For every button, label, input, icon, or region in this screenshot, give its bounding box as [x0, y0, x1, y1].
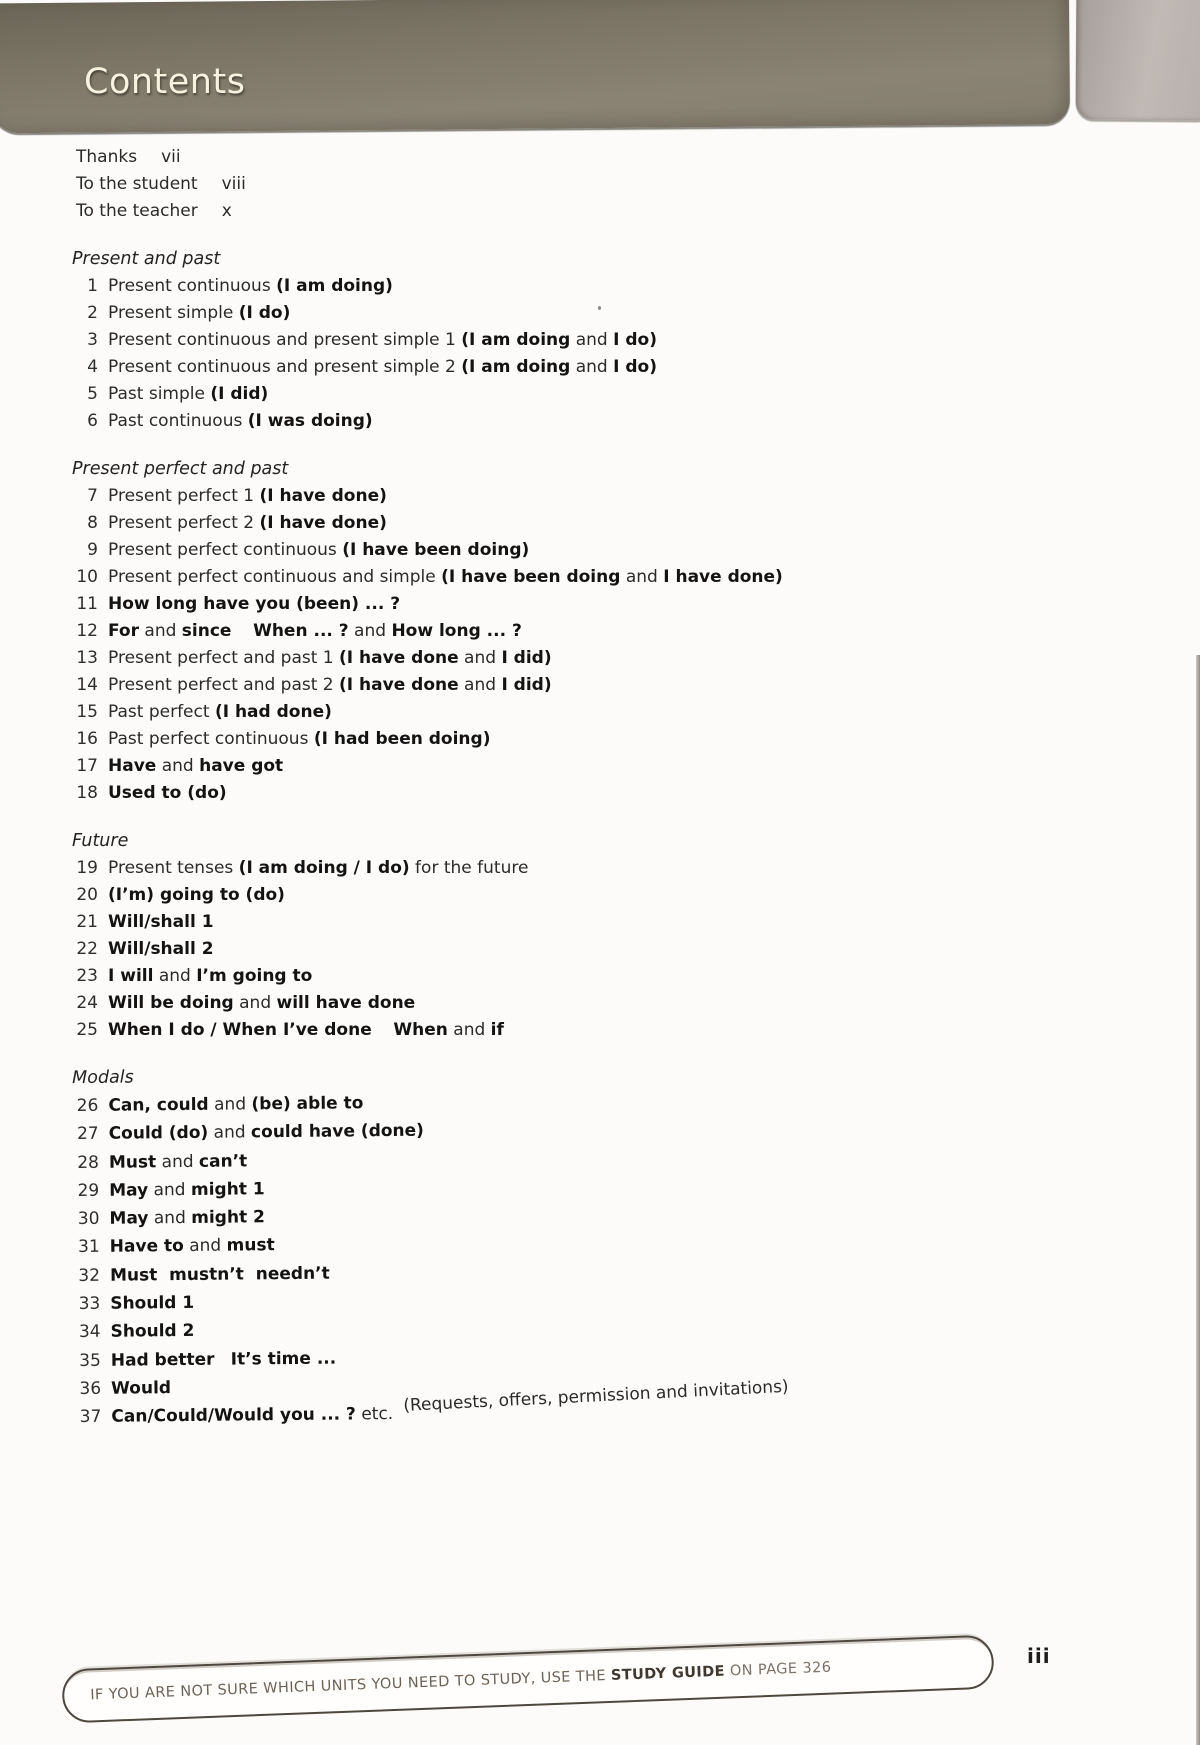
toc-unit-number: 25: [76, 1020, 98, 1040]
toc-text-run: and: [148, 1179, 192, 1201]
footer-note-study-guide: STUDY GUIDE: [610, 1663, 726, 1684]
toc-row: [0, 483, 1085, 510]
toc-sections: [0, 246, 1085, 1432]
toc-text-run: Had better: [110, 1349, 215, 1371]
toc-row: [0, 273, 1085, 300]
toc-row: [0, 408, 1085, 435]
toc-text-run: might 2: [191, 1207, 266, 1229]
toc-unit-title: [109, 1175, 265, 1205]
front-matter-label: To the student: [76, 174, 198, 194]
toc-row: [0, 537, 1085, 564]
toc-row: [0, 963, 1085, 990]
toc-row: [0, 381, 1085, 408]
toc-unit-number: 32: [78, 1265, 101, 1286]
toc-text-run: (I did): [210, 384, 269, 404]
toc-text-run: (I had done): [214, 702, 332, 722]
toc-unit-title: [108, 780, 227, 807]
toc-text-run: Must: [108, 1151, 157, 1173]
toc-text-run: Can, could: [108, 1094, 209, 1116]
toc-text-run: and: [148, 1208, 192, 1229]
toc-unit-title: [108, 726, 490, 753]
toc-unit-number: 27: [76, 1124, 99, 1145]
toc-text-run: (I have been doing: [441, 567, 621, 587]
toc-text-run: and: [156, 1151, 200, 1172]
toc-text-run: Used to (do): [108, 783, 227, 803]
toc-unit-title: [111, 1377, 789, 1431]
toc-row: [0, 990, 1085, 1017]
toc-unit-title: [111, 1344, 337, 1374]
toc-unit-title: [110, 1289, 194, 1318]
toc-text-run: Present tenses: [108, 858, 239, 878]
toc-section: [0, 456, 1085, 807]
toc-row: [0, 780, 1085, 807]
toc-section-heading: Modals: [72, 1067, 134, 1089]
toc-unit-title: [111, 1374, 171, 1403]
toc-text-run: Past continuous: [108, 411, 248, 431]
toc-text-run: must: [226, 1235, 275, 1257]
toc-text-run: Should 1: [110, 1292, 195, 1314]
toc-row: [0, 327, 1085, 354]
toc-row: [0, 699, 1085, 726]
toc-unit-title: [108, 408, 373, 435]
toc-text-run: and: [208, 1094, 252, 1115]
toc-row: [0, 591, 1085, 618]
toc-text-run: (I am doing: [461, 330, 571, 350]
toc-text-run: I did): [501, 675, 552, 695]
toc-unit-title: [108, 510, 387, 537]
toc-text-run: and: [570, 330, 614, 350]
toc-unit-title: [108, 882, 285, 909]
toc-text-run: (I have done: [339, 648, 459, 668]
toc-text-run: and: [208, 1122, 252, 1144]
toc-text-run: (I do): [238, 303, 291, 323]
toc-unit-number: 34: [78, 1322, 101, 1343]
toc-text-run: and: [447, 1020, 491, 1040]
toc-unit-title: [108, 990, 415, 1017]
toc-unit-title: [108, 354, 657, 381]
toc-text-run: etc.: [355, 1404, 405, 1425]
toc-text-run: Would: [111, 1378, 172, 1399]
toc-row: [0, 882, 1085, 909]
footer-note-prefix: IF YOU ARE NOT SURE WHICH UNITS YOU NEED TO STUDY, USE THE: [90, 1667, 612, 1704]
toc-unit-number: 21: [76, 912, 98, 932]
toc-text-run: Should 2: [110, 1321, 195, 1343]
toc-text-run: Will/shall 1: [108, 912, 214, 932]
toc-text-run: Present perfect 1: [108, 486, 260, 506]
toc-section-heading: Future: [72, 831, 129, 851]
toc-text-run: (I have done: [339, 675, 459, 695]
footer-note: [61, 1635, 994, 1724]
page-edge-line: [1196, 655, 1200, 1745]
toc-text-run: and: [620, 567, 664, 587]
toc-text-run: (I’m) going to (do): [108, 885, 285, 905]
toc-row: [0, 672, 1085, 699]
toc-text-run: It’s time ...: [230, 1348, 337, 1370]
toc-unit-title: [108, 672, 552, 699]
toc-text-run: Present perfect 2: [108, 513, 260, 533]
toc-unit-number: 4: [87, 357, 98, 377]
toc-text-run: Present perfect continuous: [108, 540, 343, 560]
toc-text-run: I do): [613, 357, 657, 377]
toc-text-run: Past simple: [108, 384, 211, 404]
toc-text-run: How long have you (been) ... ?: [108, 594, 401, 614]
front-matter-label: Thanks: [76, 147, 138, 167]
toc-text-run: Have: [108, 756, 157, 776]
toc-text-run: Could (do): [108, 1123, 209, 1145]
toc-unit-number: 3: [87, 330, 98, 350]
toc-text-run: and: [139, 621, 182, 641]
toc-text-run: since: [181, 621, 232, 641]
toc-text-run: (I am doing / I do): [238, 858, 410, 878]
toc-unit-number: 37: [79, 1407, 102, 1428]
toc-text-run: I will: [108, 966, 154, 986]
toc-row: [0, 354, 1085, 381]
toc-unit-title: [108, 327, 657, 354]
toc-row: [0, 726, 1085, 753]
toc-unit-number: 30: [77, 1209, 100, 1230]
toc-text-run: might 1: [190, 1179, 265, 1200]
toc-unit-title: [108, 618, 522, 645]
toc-section: [0, 828, 1085, 1044]
toc-unit-title: [110, 1259, 330, 1289]
toc-unit-number: 15: [76, 702, 98, 722]
toc-unit-number: 36: [79, 1378, 102, 1399]
toc-text-run: Present continuous and present simple 1: [108, 330, 462, 350]
front-matter-row: [76, 198, 1085, 225]
toc-text-run: May: [109, 1180, 149, 1201]
toc-text-run: and: [156, 756, 200, 776]
front-matter-row: [76, 171, 1085, 198]
toc-unit-number: 2: [87, 303, 98, 323]
toc-unit-number: 28: [77, 1152, 100, 1173]
toc-text-run: have got: [199, 756, 284, 776]
toc-text-run: Must mustn’t needn’t: [109, 1263, 330, 1286]
toc-unit-title: [110, 1232, 275, 1262]
toc-text-run: Will/shall 2: [108, 939, 214, 959]
toc-text-run: could have (done): [250, 1120, 425, 1143]
toc-unit-number: 10: [76, 567, 98, 587]
toc-text-run: Present continuous and present simple 2: [108, 357, 462, 377]
footer-note-suffix: ON PAGE 326: [724, 1659, 832, 1680]
toc-unit-number: 13: [76, 648, 98, 668]
front-matter: [76, 144, 1085, 225]
toc-text-run: and: [153, 966, 197, 986]
toc-row: [0, 909, 1085, 936]
toc-text-run: I have done): [663, 567, 783, 587]
toc-unit-title: [109, 1117, 425, 1148]
toc-text-run: can’t: [198, 1150, 248, 1172]
toc-unit-title: [108, 300, 290, 327]
toc-unit-title: [110, 1317, 194, 1346]
toc-text-run: (Requests, offers, permission and invitations): [402, 1377, 789, 1417]
front-matter-page: x: [221, 201, 232, 221]
toc-text-run: May: [109, 1208, 149, 1229]
toc-unit-number: 6: [87, 411, 98, 431]
table-of-contents: [0, 126, 1085, 1432]
toc-text-run: Present perfect continuous and simple: [108, 567, 442, 587]
toc-text-run: Have to: [109, 1236, 184, 1258]
toc-unit-number: 31: [78, 1237, 100, 1258]
toc-text-run: Will be doing: [108, 993, 234, 1013]
toc-text-run: (I have done): [259, 486, 387, 506]
toc-row: [0, 1017, 1085, 1044]
toc-text-run: [372, 1020, 394, 1040]
toc-row: [0, 855, 1085, 882]
toc-unit-title: [108, 483, 387, 510]
toc-text-run: I do): [613, 330, 657, 350]
toc-text-run: Past perfect continuous: [108, 729, 314, 749]
front-matter-page: viii: [221, 174, 246, 194]
toc-section-heading: Present perfect and past: [72, 459, 289, 479]
toc-unit-number: 22: [76, 939, 98, 959]
toc-unit-number: 16: [76, 729, 98, 749]
toc-text-run: if: [490, 1020, 504, 1040]
toc-row: [0, 510, 1085, 537]
toc-text-run: Present continuous: [108, 276, 277, 296]
toc-text-run: [231, 621, 253, 641]
toc-unit-title: [108, 381, 268, 408]
page-title: Contents: [84, 62, 246, 102]
toc-text-run: When: [393, 1020, 448, 1040]
toc-unit-title: [109, 1147, 248, 1177]
toc-text-run: (I have been doing): [342, 540, 530, 560]
toc-unit-number: 11: [76, 594, 98, 614]
toc-text-run: and: [458, 648, 502, 668]
toc-unit-number: 24: [76, 993, 98, 1013]
toc-unit-number: 23: [76, 966, 98, 986]
toc-unit-title: [108, 273, 393, 300]
scan-speck: [598, 306, 601, 310]
toc-unit-number: 9: [87, 540, 98, 560]
toc-text-run: and: [183, 1236, 227, 1257]
toc-unit-number: 18: [76, 783, 98, 803]
front-matter-row: [76, 144, 1085, 171]
toc-text-run: (I was doing): [247, 411, 373, 431]
toc-unit-title: [109, 1203, 265, 1233]
toc-unit-title: [108, 909, 214, 936]
toc-unit-number: 20: [76, 885, 98, 905]
toc-section: [0, 246, 1085, 435]
toc-text-run: (I am doing): [276, 276, 393, 296]
footer-note-text: [90, 1660, 832, 1704]
toc-row: [0, 645, 1085, 672]
toc-text-run: and: [233, 993, 277, 1013]
toc-unit-title: [108, 753, 283, 780]
toc-text-run: [214, 1349, 230, 1369]
toc-row: [0, 564, 1085, 591]
toc-unit-number: 1: [87, 276, 98, 296]
toc-unit-number: 14: [76, 675, 98, 695]
toc-row: [0, 936, 1085, 963]
toc-text-run: How long ... ?: [391, 621, 522, 641]
toc-unit-number: 8: [87, 513, 98, 533]
toc-text-run: (be) able to: [251, 1093, 364, 1115]
toc-text-run: will have done: [276, 993, 416, 1013]
toc-unit-title: [108, 1089, 363, 1120]
toc-unit-number: 29: [77, 1180, 100, 1201]
toc-text-run: and: [458, 675, 502, 695]
toc-text-run: I did): [501, 648, 552, 668]
toc-text-run: Present simple: [108, 303, 239, 323]
toc-unit-number: 7: [87, 486, 98, 506]
toc-row: [0, 300, 1085, 327]
toc-text-run: Present perfect and past 1: [108, 648, 340, 668]
toc-unit-number: 26: [76, 1095, 99, 1117]
toc-section-heading: Present and past: [72, 249, 221, 269]
toc-unit-title: [108, 963, 312, 990]
toc-unit-number: 19: [76, 858, 98, 878]
toc-unit-title: [108, 645, 552, 672]
toc-text-run: Present perfect and past 2: [108, 675, 340, 695]
toc-text-run: Can/Could/Would you ... ?: [111, 1404, 356, 1427]
front-matter-label: To the teacher: [76, 201, 198, 221]
toc-unit-number: 35: [79, 1350, 101, 1371]
toc-unit-number: 5: [87, 384, 98, 404]
toc-text-run: Past perfect: [108, 702, 215, 722]
next-page-corner: [1076, 0, 1200, 120]
toc-section: [0, 1055, 1088, 1432]
toc-unit-number: 12: [76, 621, 98, 641]
toc-row: [0, 753, 1085, 780]
toc-row: [0, 618, 1085, 645]
toc-unit-title: [108, 591, 400, 618]
toc-unit-number: 33: [78, 1293, 101, 1315]
toc-unit-title: [108, 699, 332, 726]
toc-text-run: For: [108, 621, 139, 641]
toc-unit-title: [108, 855, 528, 882]
toc-unit-title: [108, 1017, 504, 1044]
toc-text-run: (I have done): [259, 513, 387, 533]
toc-text-run: and: [570, 357, 614, 377]
toc-unit-number: 17: [76, 756, 98, 776]
toc-text-run: When I do / When I’ve done: [108, 1020, 372, 1040]
toc-text-run: When ... ?: [253, 621, 349, 641]
toc-unit-title: [108, 936, 214, 963]
page-number: iii: [1027, 1644, 1051, 1668]
toc-text-run: (I am doing: [461, 357, 571, 377]
toc-text-run: for the future: [409, 858, 529, 878]
toc-unit-title: [108, 564, 783, 591]
toc-text-run: I’m going to: [196, 966, 313, 986]
toc-unit-title: [108, 537, 529, 564]
toc-text-run: and: [348, 621, 392, 641]
front-matter-page: vii: [161, 147, 181, 167]
toc-text-run: (I had been doing): [313, 729, 491, 749]
